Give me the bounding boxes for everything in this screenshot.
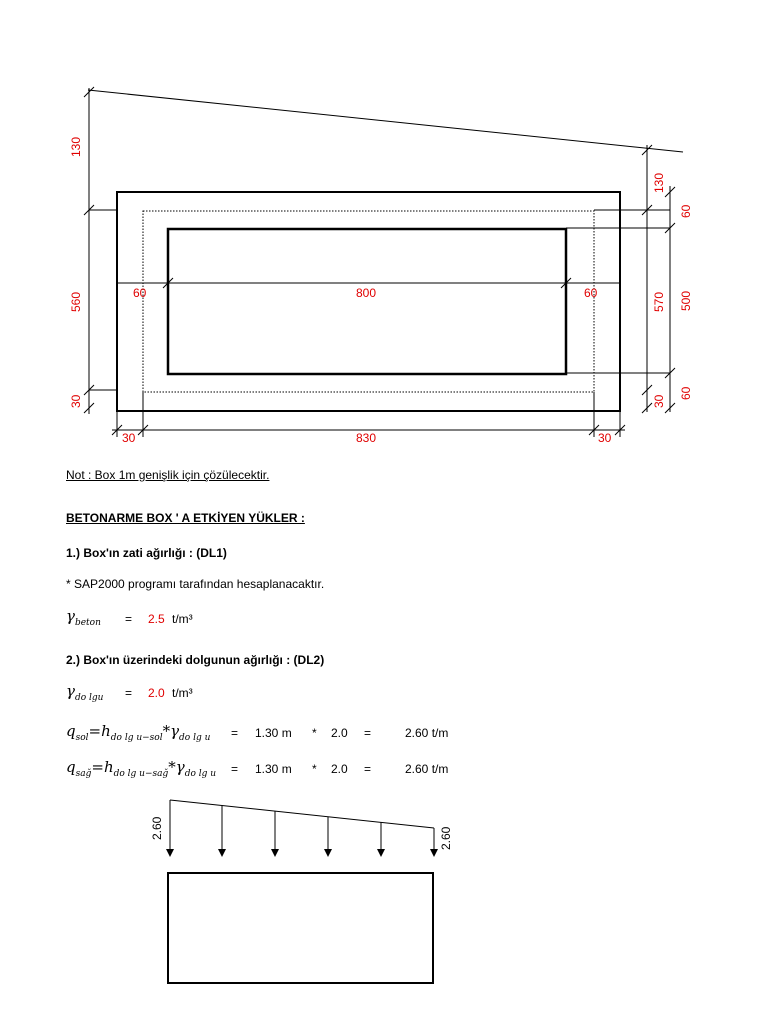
q-sol-eq2: = <box>364 726 372 740</box>
dim-wall-height-left: 560 <box>69 291 83 312</box>
section-title: BETONARME BOX ' A ETKİYEN YÜKLER : <box>66 511 305 525</box>
q-sag-eq: = <box>231 762 239 776</box>
dim-haunch-top: 60 <box>679 204 693 218</box>
q-sol-formula: $q_{sol}=h_{do lg u-sol}*\gamma_{do lg u}$ <box>66 722 211 743</box>
item2-title: 2.) Box'ın üzerindeki dolgunun ağırlığı : (DL2) <box>66 653 325 667</box>
outer-box <box>117 192 620 411</box>
dim-bottom-slab-left: 30 <box>69 394 83 408</box>
inner-box <box>168 229 566 374</box>
dim-right-total: 570 <box>652 291 666 312</box>
dim-top-height: 130 <box>69 136 83 157</box>
load-diagram <box>150 800 453 983</box>
gamma-beton-unit: t/m³ <box>172 612 193 626</box>
dim-wall-left: 60 <box>133 286 147 300</box>
gamma-dolgu-value: 2.0 <box>148 686 165 700</box>
gamma-dolgu-unit: t/m³ <box>172 686 193 700</box>
dim-right-top: 130 <box>652 172 666 193</box>
q-sag-h-value: 1.30 m <box>255 762 292 776</box>
gamma-beton-eq: = <box>125 612 133 626</box>
q-sag-gamma-value: 2.0 <box>331 762 348 776</box>
q-sag-formula: $q_{sağ}=h_{do lg u-sağ}*\gamma_{do lg u}$ <box>66 758 217 779</box>
dim-haunch-bottom: 60 <box>679 386 693 400</box>
dim-right-bottom: 30 <box>652 394 666 408</box>
q-sol-gamma-value: 2.0 <box>331 726 348 740</box>
item1-title: 1.) Box'ın zati ağırlığı : (DL1) <box>66 546 227 560</box>
q-sag-result: 2.60 t/m <box>405 762 449 776</box>
gamma-dolgu: $\gamma_{do lgu}$ <box>66 682 104 703</box>
load-box <box>168 873 433 983</box>
gamma-dolgu-eq: = <box>125 686 133 700</box>
dim-inner-height: 500 <box>679 290 693 311</box>
q-sag-eq2: = <box>364 762 372 776</box>
dim-clear-span: 800 <box>356 286 377 300</box>
note-text: Not : Box 1m genişlik için çözülecektir. <box>66 468 270 482</box>
dim-wall-right: 60 <box>584 286 598 300</box>
q-sag-op: * <box>312 762 317 776</box>
q-sol-eq: = <box>231 726 239 740</box>
item1-note: * SAP2000 programı tarafından hesaplanacaktır. <box>66 577 325 591</box>
load-right-value: 2.60 <box>439 826 453 850</box>
gamma-beton-value: 2.5 <box>148 612 165 626</box>
dim-bottom-span: 830 <box>356 431 377 445</box>
load-left-value: 2.60 <box>150 816 164 840</box>
dim-bottom-left: 30 <box>122 431 136 445</box>
q-sol-h-value: 1.30 m <box>255 726 292 740</box>
q-sol-op: * <box>312 726 317 740</box>
centerline-box <box>143 211 594 392</box>
dim-bottom-right: 30 <box>598 431 612 445</box>
gamma-beton: $\gamma_{beton}$ <box>66 607 101 628</box>
ground-line <box>88 90 683 152</box>
q-sol-result: 2.60 t/m <box>405 726 449 740</box>
